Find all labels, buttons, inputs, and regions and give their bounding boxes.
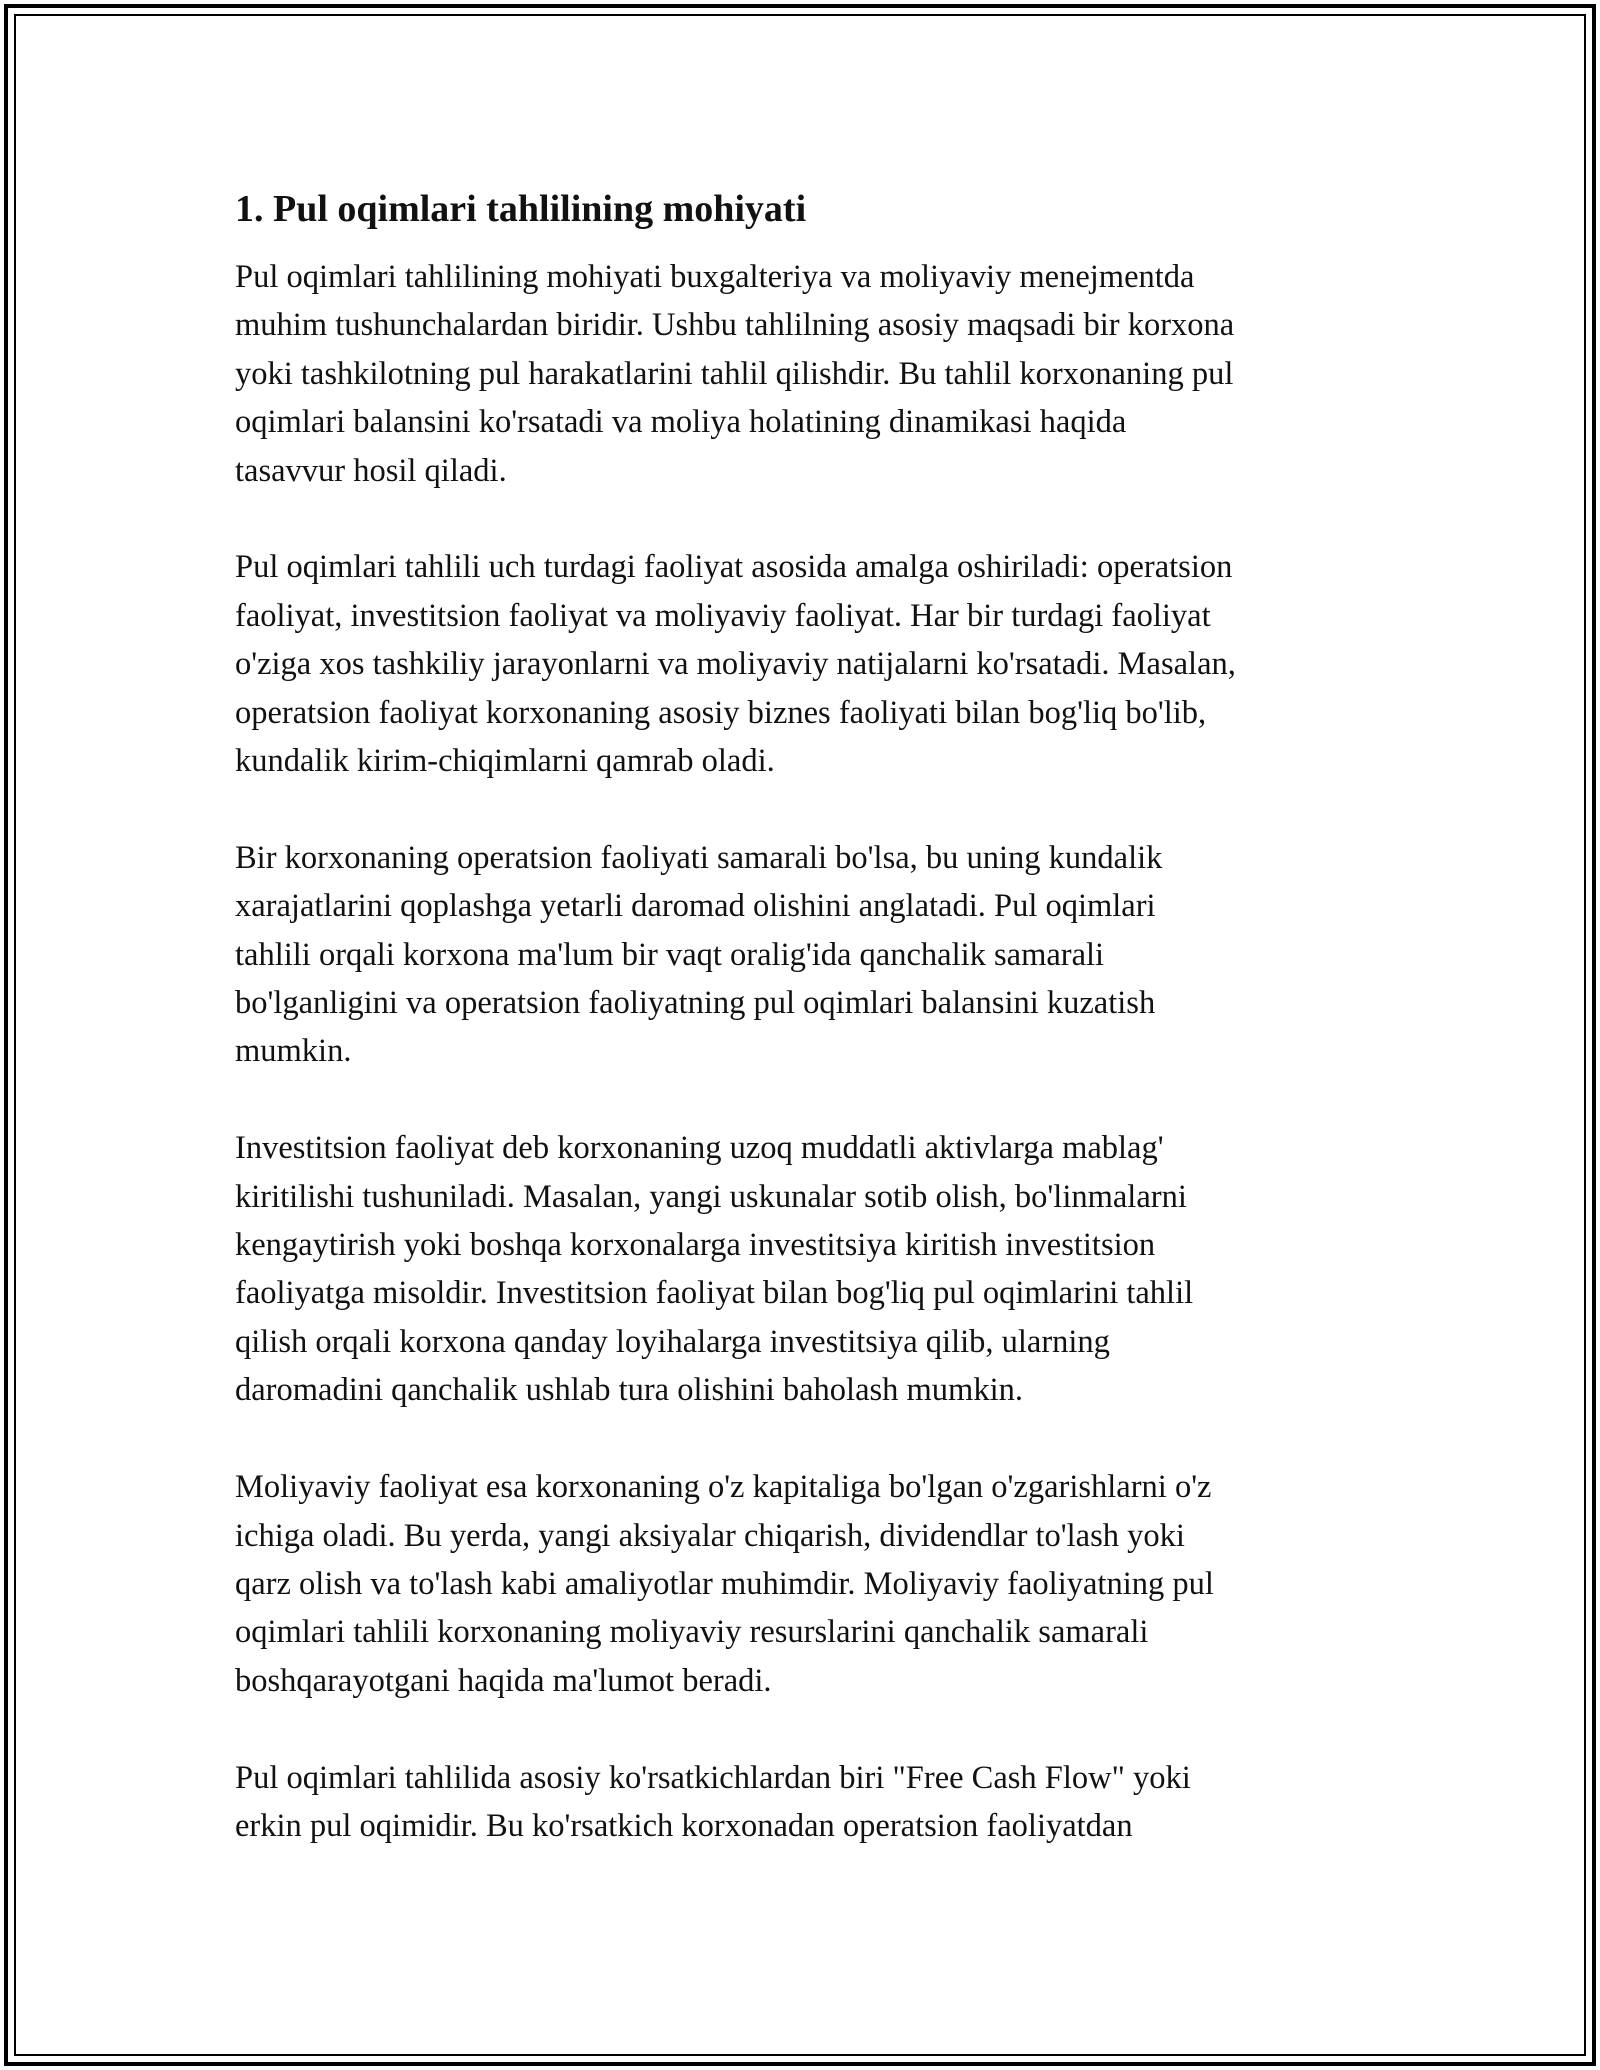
text-line: faoliyat, investitsion faoliyat va moliyaviy faoliyat. Har bir turdagi faoliyat bbox=[235, 597, 1211, 634]
text-line: oqimlari balansini ko'rsatadi va moliya holatining dinamikasi haqida bbox=[235, 404, 1127, 441]
text-line: tasavvur hosil qiladi. bbox=[235, 452, 507, 489]
text-line: tahlili orqali korxona ma'lum bir vaqt oralig'ida qanchalik samarali bbox=[235, 936, 1105, 973]
text-line: boshqarayotgani haqida ma'lumot beradi. bbox=[235, 1662, 772, 1699]
text-line: o'ziga xos tashkiliy jarayonlarni va moliyaviy natijalarni ko'rsatadi. Masalan, bbox=[235, 646, 1236, 683]
text-line: yoki tashkilotning pul harakatlarini tahlil qilishdir. Bu tahlil korxonaning pul bbox=[235, 355, 1234, 392]
text-line: Pul oqimlari tahlili uch turdagi faoliyat asosida amalga oshiriladi: operatsion bbox=[235, 549, 1233, 586]
text-line: Pul oqimlari tahlilida asosiy ko'rsatkichlardan biri "Free Cash Flow" yoki bbox=[235, 1759, 1191, 1796]
text-line: Moliyaviy faoliyat esa korxonaning o'z kapitaliga bo'lgan o'zgarishlarni o'z bbox=[235, 1469, 1212, 1506]
paragraph-1 bbox=[235, 253, 1375, 495]
text-line: kengaytirish yoki boshqa korxonalarga investitsiya kiritish investitsion bbox=[235, 1227, 1156, 1264]
paragraph-4 bbox=[235, 1124, 1375, 1414]
text-line: daromadini qanchalik ushlab tura olishini baholash mumkin. bbox=[235, 1372, 1023, 1409]
paragraph-6 bbox=[235, 1754, 1375, 1851]
text-line: faoliyatga misoldir. Investitsion faoliyat bilan bog'liq pul oqimlarini tahlil bbox=[235, 1275, 1194, 1312]
text-line: Pul oqimlari tahlilining mohiyati buxgalteriya va moliyaviy menejmentda bbox=[235, 259, 1195, 295]
text-line: erkin pul oqimidir. Bu ko'rsatkich korxonadan operatsion faoliyatdan bbox=[235, 1807, 1133, 1844]
section-heading: 1. Pul oqimlari tahlilining mohiyati bbox=[235, 188, 807, 230]
text-line: ichiga oladi. Bu yerda, yangi aksiyalar chiqarish, dividendlar to'lash yoki bbox=[235, 1517, 1185, 1554]
text-line: muhim tushunchalardan biridir. Ushbu tahlilning asosiy maqsadi bir korxona bbox=[235, 307, 1235, 344]
text-line: xarajatlarini qoplashga yetarli daromad olishini anglatadi. Pul oqimlari bbox=[235, 888, 1156, 925]
text-line: kiritilishi tushuniladi. Masalan, yangi uskunalar sotib olish, bo'linmalarni bbox=[235, 1178, 1187, 1215]
paragraph-5 bbox=[235, 1463, 1375, 1705]
text-line: Investitsion faoliyat deb korxonaning uzoq muddatli aktivlarga mablag' bbox=[235, 1130, 1164, 1167]
text-line: bo'lganligini va operatsion faoliyatning pul oqimlari balansini kuzatish bbox=[235, 985, 1156, 1022]
text-line: kundalik kirim-chiqimlarni qamrab oladi. bbox=[235, 743, 775, 780]
text-line: mumkin. bbox=[235, 1033, 352, 1070]
document-body bbox=[235, 185, 1375, 1899]
text-line: Bir korxonaning operatsion faoliyati samarali bo'lsa, bu uning kundalik bbox=[235, 839, 1163, 876]
text-line: oqimlari tahlili korxonaning moliyaviy resurslarini qanchalik samarali bbox=[235, 1614, 1149, 1651]
paragraph-3 bbox=[235, 834, 1375, 1076]
text-line: qarz olish va to'lash kabi amaliyotlar muhimdir. Moliyaviy faoliyatning pul bbox=[235, 1565, 1214, 1602]
text-line: qilish orqali korxona qanday loyihalarga investitsiya qilib, ularning bbox=[235, 1323, 1110, 1360]
text-line: operatsion faoliyat korxonaning asosiy biznes faoliyati bilan bog'liq bo'lib, bbox=[235, 694, 1207, 731]
paragraph-2 bbox=[235, 543, 1375, 785]
